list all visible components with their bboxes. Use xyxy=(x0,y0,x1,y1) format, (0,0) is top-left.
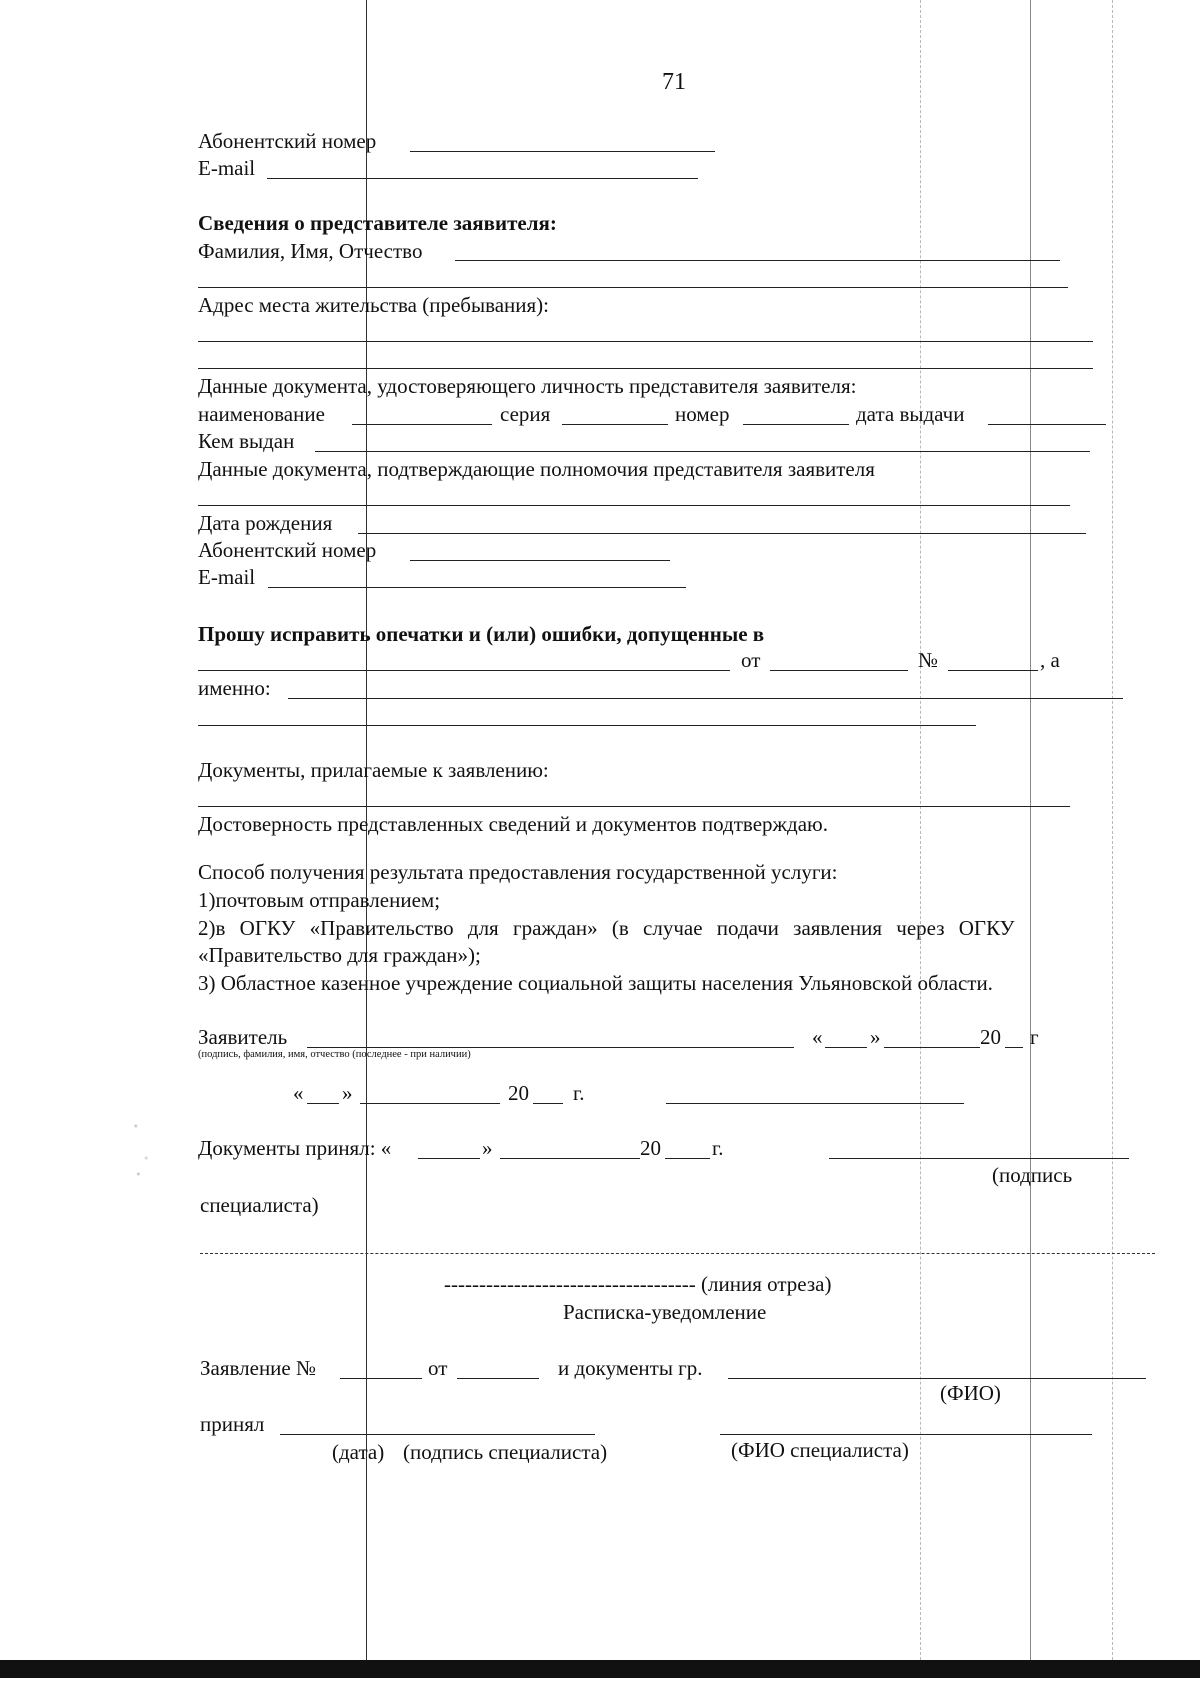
accepted-day-field[interactable] xyxy=(418,1158,480,1159)
receipt-accepted-field[interactable] xyxy=(280,1434,595,1435)
rep-doc-name-label: наименование xyxy=(198,402,325,426)
applicant-quote-close: » xyxy=(870,1025,881,1049)
phone-field[interactable] xyxy=(410,151,715,152)
applicant-year-suffix: г xyxy=(1030,1025,1039,1049)
confirm-text: Достоверность представленных сведений и документов подтверждаю. xyxy=(198,812,828,836)
cut-line xyxy=(200,1253,1155,1254)
request-namely-label: именно: xyxy=(198,676,271,700)
rep-birth-date-field[interactable] xyxy=(358,533,1086,534)
applicant-hint: (подпись, фамилия, имя, отчество (последнее - при наличии) xyxy=(198,1049,471,1060)
rep-issued-by-field[interactable] xyxy=(315,451,1090,452)
rep-phone-label: Абонентский номер xyxy=(198,538,377,562)
accepted-year-field[interactable] xyxy=(665,1158,710,1159)
scan-faint-line xyxy=(1112,0,1113,1660)
email-label: E-mail xyxy=(198,156,256,180)
second-date-year-field[interactable] xyxy=(533,1103,563,1104)
request-num-label: № xyxy=(918,648,939,672)
second-signature-field[interactable] xyxy=(666,1103,964,1104)
page-number: 71 xyxy=(662,69,686,95)
scan-speckle xyxy=(128,1110,154,1190)
delivery-option-2-cont: «Правительство для граждан»); xyxy=(198,943,481,967)
receipt-title: Расписка-уведомление xyxy=(563,1300,767,1324)
rep-series-field[interactable] xyxy=(562,424,668,425)
delivery-option-1: 1)почтовым отправлением; xyxy=(198,888,441,912)
applicant-signature-field[interactable] xyxy=(307,1047,794,1048)
accepted-label: Документы принял: « xyxy=(198,1136,392,1160)
delivery-heading: Способ получения результата предоставления государственной услуги: xyxy=(198,860,838,884)
accepted-quote-close: » xyxy=(482,1136,493,1160)
second-date-year-suffix: г. xyxy=(573,1081,585,1105)
receipt-application-label: Заявление № xyxy=(200,1356,317,1380)
rep-authority-doc-field[interactable] xyxy=(198,505,1070,506)
rep-id-doc-label: Данные документа, удостоверяющего личность представителя заявителя: xyxy=(198,374,857,398)
request-namely-field-2[interactable] xyxy=(198,725,976,726)
cut-line-label: ------------------------------------ (линия отреза) xyxy=(444,1272,832,1296)
accepted-signature-field[interactable] xyxy=(829,1158,1129,1159)
applicant-year-field[interactable] xyxy=(1005,1047,1023,1048)
rep-issue-date-field[interactable] xyxy=(988,424,1106,425)
receipt-fio-field[interactable] xyxy=(728,1378,1146,1379)
receipt-from-label: от xyxy=(428,1356,448,1380)
rep-address-field[interactable] xyxy=(198,341,1093,342)
delivery-option-3: 3) Областное казенное учреждение социальной защиты населения Ульяновской области. xyxy=(198,971,993,995)
phone-label: Абонентский номер xyxy=(198,129,377,153)
receipt-sign-hint: (подпись специалиста) xyxy=(403,1440,608,1464)
request-document-field[interactable] xyxy=(198,670,730,671)
rep-fio-label: Фамилия, Имя, Отчество xyxy=(198,239,423,263)
rep-address-field-2[interactable] xyxy=(198,368,1093,369)
receipt-fio-hint: (ФИО) xyxy=(940,1381,1001,1405)
accepted-sign-hint-2: специалиста) xyxy=(200,1193,319,1217)
receipt-date-hint: (дата) xyxy=(332,1440,385,1464)
accepted-month-field[interactable] xyxy=(500,1158,640,1159)
accepted-sign-hint: (подпись xyxy=(992,1163,1073,1187)
rep-fio-field-2[interactable] xyxy=(198,287,1068,288)
rep-phone-field[interactable] xyxy=(410,560,670,561)
rep-address-label: Адрес места жительства (пребывания): xyxy=(198,293,550,317)
accepted-year-prefix: 20 xyxy=(640,1136,661,1160)
scan-vertical-line-right xyxy=(1030,0,1031,1660)
delivery-option-2: 2)в ОГКУ «Правительство для граждан» (в случае подачи заявления через ОГКУ xyxy=(198,916,1015,940)
request-namely-field[interactable] xyxy=(288,698,1123,699)
receipt-application-number-field[interactable] xyxy=(340,1378,422,1379)
rep-series-label: серия xyxy=(500,402,551,426)
receipt-specialist-fio-field[interactable] xyxy=(720,1434,1092,1435)
rep-number-field[interactable] xyxy=(743,424,849,425)
second-date-day-field[interactable] xyxy=(307,1103,339,1104)
applicant-month-field[interactable] xyxy=(884,1047,980,1048)
second-date-year-prefix: 20 xyxy=(508,1081,529,1105)
email-field[interactable] xyxy=(267,178,698,179)
rep-doc-name-field[interactable] xyxy=(352,424,492,425)
applicant-day-field[interactable] xyxy=(825,1047,867,1048)
scan-faint-line xyxy=(920,0,921,1660)
rep-number-label: номер xyxy=(675,402,730,426)
rep-issue-date-label: дата выдачи xyxy=(856,402,965,426)
receipt-specialist-fio-hint: (ФИО специалиста) xyxy=(731,1438,909,1462)
request-number-field[interactable] xyxy=(948,670,1038,671)
request-namely-suffix: , а xyxy=(1040,648,1060,672)
second-date-quote-open: « xyxy=(293,1081,304,1105)
scan-bottom-bar xyxy=(0,1660,1200,1678)
rep-birth-date-label: Дата рождения xyxy=(198,511,333,535)
receipt-accepted-label: принял xyxy=(200,1412,265,1436)
attachments-field[interactable] xyxy=(198,806,1070,807)
rep-email-label: E-mail xyxy=(198,565,256,589)
attachments-label: Документы, прилагаемые к заявлению: xyxy=(198,758,549,782)
rep-email-field[interactable] xyxy=(268,587,686,588)
receipt-docs-label: и документы гр. xyxy=(558,1356,703,1380)
applicant-label: Заявитель xyxy=(198,1025,288,1049)
second-date-quote-close: » xyxy=(342,1081,353,1105)
rep-fio-field[interactable] xyxy=(455,260,1060,261)
applicant-year-prefix: 20 xyxy=(980,1025,1001,1049)
applicant-quote-open: « xyxy=(812,1025,823,1049)
second-date-month-field[interactable] xyxy=(360,1103,500,1104)
receipt-date-field[interactable] xyxy=(457,1378,539,1379)
request-heading: Прошу исправить опечатки и (или) ошибки, допущенные в xyxy=(198,622,765,646)
rep-authority-doc-label: Данные документа, подтверждающие полномочия представителя заявителя xyxy=(198,457,875,481)
request-from-label: от xyxy=(741,648,761,672)
accepted-year-suffix: г. xyxy=(712,1136,724,1160)
request-date-field[interactable] xyxy=(770,670,908,671)
rep-issued-by-label: Кем выдан xyxy=(198,429,295,453)
representative-heading: Сведения о представителе заявителя: xyxy=(198,211,557,235)
